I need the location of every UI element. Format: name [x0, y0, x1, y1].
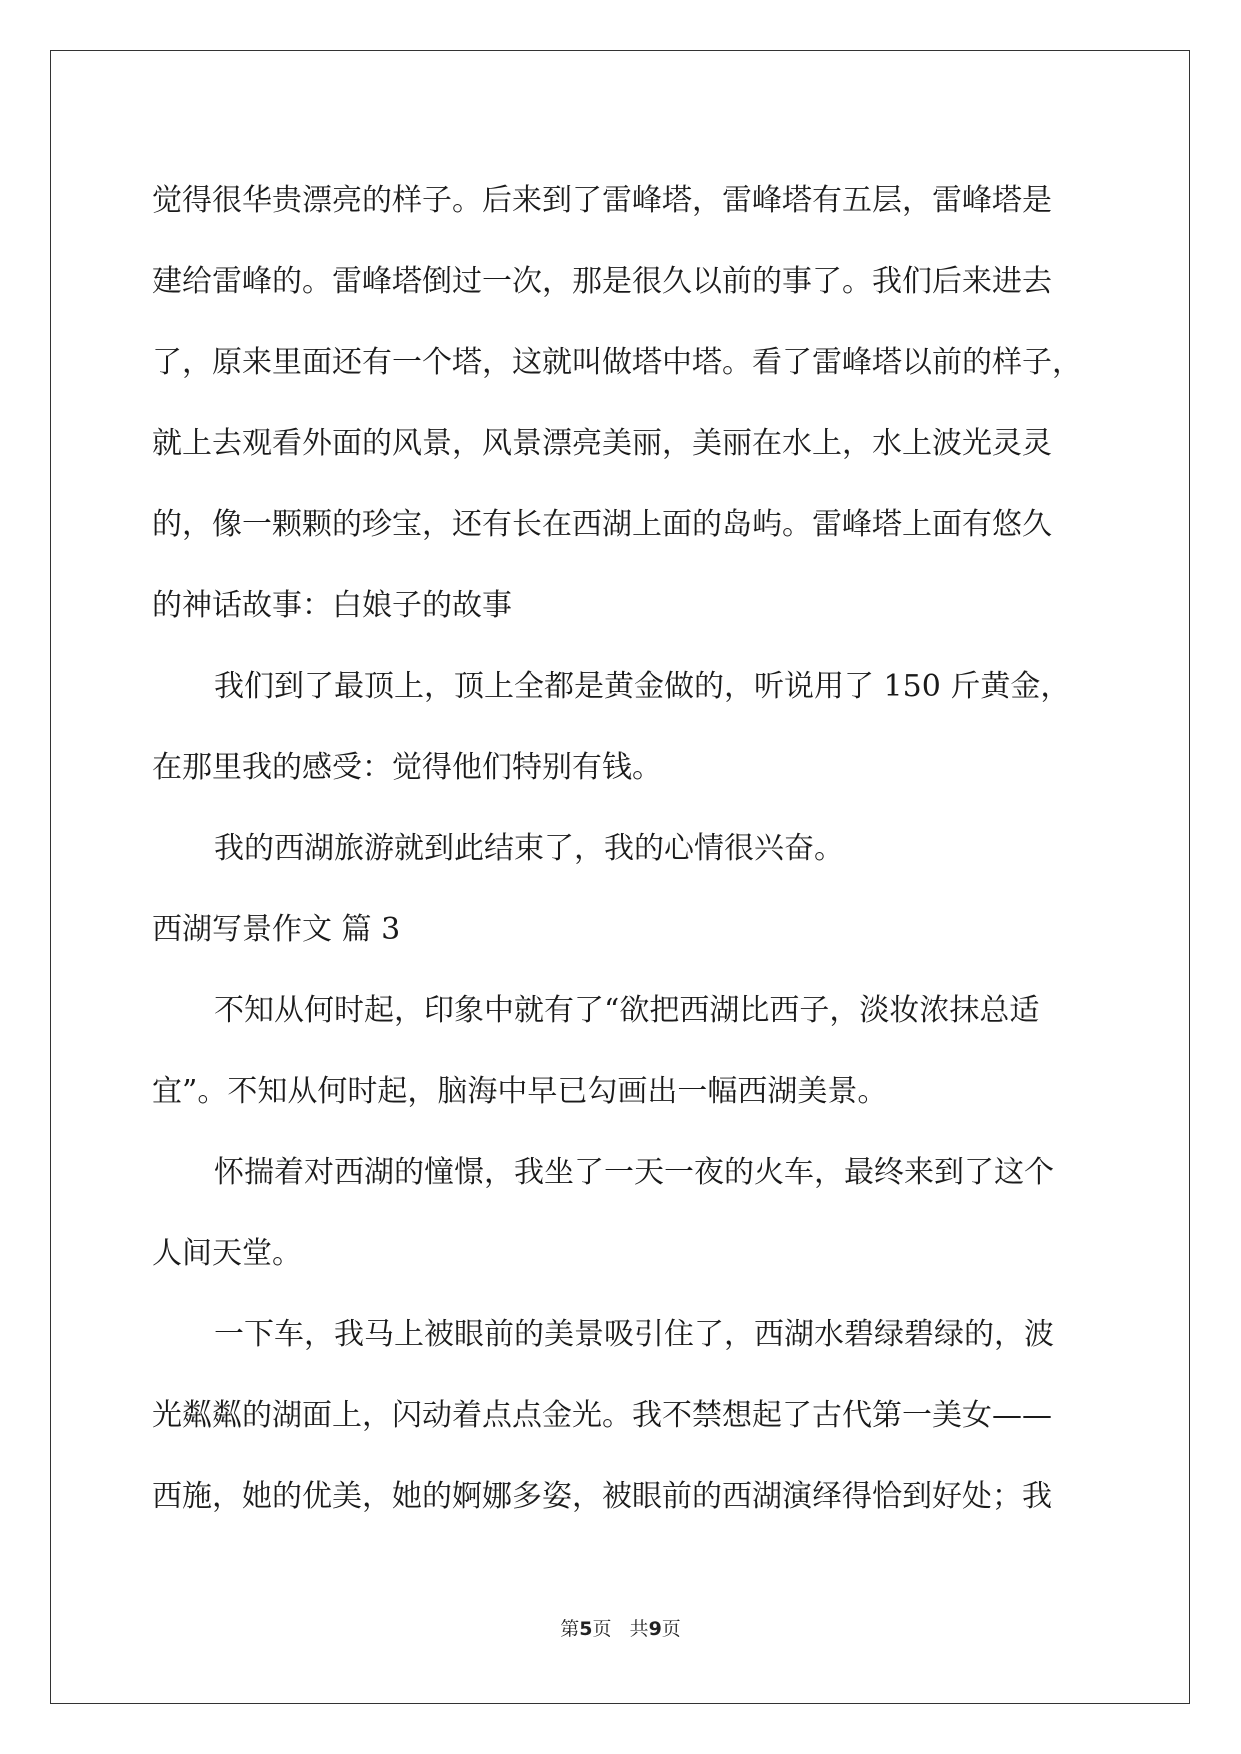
text-line-6: 的神话故事：白娘子的故事 [152, 588, 512, 623]
text-line-1: 觉得很华贵漂亮的样子。后来到了雷峰塔，雷峰塔有五层，雷峰塔是 [152, 183, 1052, 218]
footer-prefix: 第 [560, 1618, 580, 1640]
text-line-14: 人间天堂。 [152, 1236, 302, 1271]
current-page-number: 5 [579, 1618, 593, 1640]
footer-mid: 页 共 [592, 1618, 649, 1640]
text-line-11: 不知从何时起，印象中就有了“欲把西湖比西子，淡妆浓抹总适 [214, 993, 1040, 1028]
text-line-12: 宜”。不知从何时起，脑海中早已勾画出一幅西湖美景。 [152, 1074, 888, 1109]
section-heading: 西湖写景作文 篇 3 [152, 912, 401, 947]
text-line-13: 怀揣着对西湖的憧憬，我坐了一天一夜的火车，最终来到了这个 [214, 1155, 1054, 1190]
text-line-8: 在那里我的感受：觉得他们特别有钱。 [152, 750, 662, 785]
text-line-3: 了，原来里面还有一个塔，这就叫做塔中塔。看了雷峰塔以前的样子， [152, 345, 1082, 380]
total-pages-number: 9 [648, 1618, 662, 1640]
text-line-16: 光粼粼的湖面上，闪动着点点金光。我不禁想起了古代第一美女—— [152, 1398, 1052, 1433]
footer-suffix: 页 [661, 1618, 681, 1640]
text-line-7: 我们到了最顶上，顶上全都是黄金做的，听说用了 150 斤黄金， [214, 669, 1071, 704]
text-line-5: 的，像一颗颗的珍宝，还有长在西湖上面的岛屿。雷峰塔上面有悠久 [152, 507, 1052, 542]
document-body [152, 160, 1092, 1537]
text-line-17: 西施，她的优美，她的婀娜多姿，被眼前的西湖演绎得恰到好处；我 [152, 1479, 1052, 1514]
text-line-9: 我的西湖旅游就到此结束了，我的心情很兴奋。 [214, 831, 844, 866]
text-line-15: 一下车，我马上被眼前的美景吸引住了，西湖水碧绿碧绿的，波 [214, 1317, 1054, 1352]
text-line-4: 就上去观看外面的风景，风景漂亮美丽，美丽在水上，水上波光灵灵 [152, 426, 1052, 461]
text-line-2: 建给雷峰的。雷峰塔倒过一次，那是很久以前的事了。我们后来进去 [152, 264, 1052, 299]
page-footer [0, 1614, 1241, 1641]
